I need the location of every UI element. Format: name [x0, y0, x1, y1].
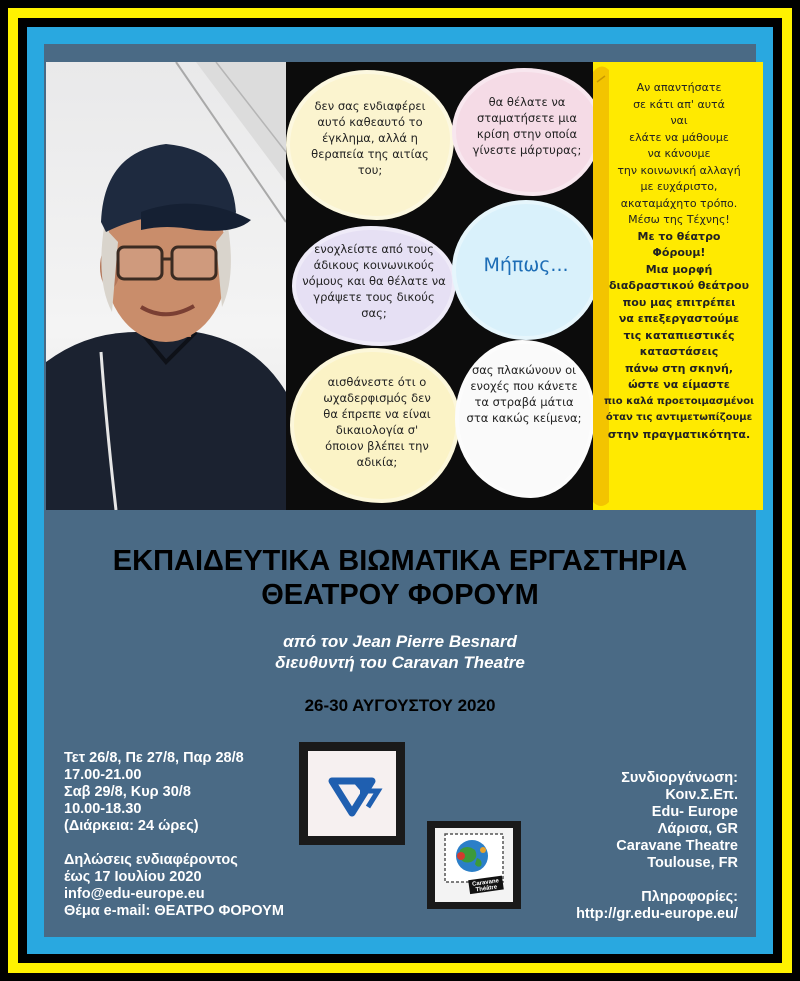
- schedule-line: Τετ 26/8, Πε 27/8, Παρ 28/8: [64, 750, 244, 766]
- schedule-line: Δηλώσεις ενδιαφέροντος: [64, 852, 238, 868]
- scroll-line: καταστάσεις: [639, 345, 719, 358]
- schedule-line: 10.00-18.30: [64, 801, 142, 817]
- title-line-1: ΕΚΠΑΙΔΕΥΤΙΚΑ ΒΙΩΜΑΤΙΚΑ ΕΡΓΑΣΤΗΡΙΑ: [112, 545, 688, 577]
- subtitle-line-2: διευθυντή του Caravan Theatre: [275, 653, 525, 672]
- poster-title: [44, 544, 756, 612]
- organizers-line: Συνδιοργάνωση:: [621, 770, 738, 786]
- portrait-illustration: [46, 62, 286, 510]
- portrait-photo: [46, 62, 286, 510]
- cloud-question-1-text: δεν σας ενδιαφέρει αυτό καθεαυτό το έγκλημα, αλλά η θεραπεία της αιτίας του;: [311, 99, 429, 177]
- schedule-line: Θέμα e-mail: ΘΕΑΤΡΟ ΦΟΡΟΥΜ: [64, 903, 284, 919]
- organizers-block: [520, 770, 738, 923]
- organizers-line: Toulouse, FR: [647, 855, 738, 871]
- scroll-line: την κοινωνική αλλαγή: [617, 163, 741, 177]
- scroll-text: [600, 80, 758, 443]
- email-link[interactable]: info@edu-europe.eu: [64, 886, 205, 902]
- schedule-line: (Διάρκεια: 24 ώρες): [64, 818, 199, 834]
- scroll-line: όταν τις αντιμετωπίζουμε: [605, 412, 753, 423]
- scroll-line: Με το θέατρο: [637, 229, 721, 243]
- organizers-line: Caravane Theatre: [616, 838, 738, 854]
- scroll-line: πάνω στη σκηνή,: [624, 361, 734, 375]
- caravane-stamp-label: Caravane Théâtre: [471, 878, 500, 894]
- scroll-line: Μέσω της Τέχνης!: [628, 213, 730, 226]
- cloud-center-text: Μήπως...: [483, 254, 569, 276]
- scroll-line: να κάνουμε: [647, 147, 711, 160]
- info-label: Πληροφορίες:: [641, 889, 738, 905]
- scroll-line: ώστε να είμαστε: [628, 378, 730, 391]
- caravane-theatre-logo: [435, 828, 513, 902]
- subtitle-line-1: από τον Jean Pierre Besnard: [283, 632, 517, 651]
- scroll-line: διαδραστικού θεάτρου: [608, 279, 749, 292]
- scroll-line: στην πραγματικότητα.: [607, 427, 751, 441]
- scroll-line: που μας επιτρέπει: [622, 295, 736, 309]
- subtitle: [44, 631, 756, 673]
- spacer: [520, 872, 738, 889]
- schedule-line: Σαβ 29/8, Κυρ 30/8: [64, 784, 191, 800]
- title-line-2: ΘΕΑΤΡΟΥ ΦΟΡΟΥΜ: [261, 579, 539, 611]
- organizers-line: Κοιν.Σ.Επ.: [665, 787, 738, 803]
- scroll-line: ναι: [670, 114, 688, 127]
- scroll-line: σε κάτι απ' αυτά: [633, 97, 725, 111]
- caravane-theatre-logo-frame: [427, 821, 521, 909]
- spacer: [64, 835, 334, 852]
- edu-europe-logo-frame: [299, 742, 405, 845]
- scroll-line: Αν απαντήσατε: [636, 81, 722, 94]
- schedule-line: 17.00-21.00: [64, 767, 142, 783]
- cloud-question-2-text: θα θέλατε να σταματήσετε μια κρίση στην οποία γίνεστε μάρτυρας;: [472, 95, 582, 157]
- organizers-line: Λάρισα, GR: [657, 821, 738, 837]
- scroll-line: με ευχάριστο,: [640, 180, 718, 193]
- scroll-line: Μια μορφή: [645, 262, 713, 276]
- edu-europe-logo: [308, 751, 396, 836]
- scroll-line: τις καταπιεστικές: [623, 328, 735, 342]
- cloud-question-3-text: ενοχλείστε από τους άδικους κοινωνικούς νόμους και θα θέλατε να γράψετε τους δικούς σας;: [302, 242, 446, 320]
- edu-europe-logo-icon: [308, 751, 396, 836]
- scroll-line: ελάτε να μάθουμε: [629, 130, 729, 144]
- schedule-line: έως 17 Ιουλίου 2020: [64, 869, 202, 885]
- scroll-line: Φόρουμ!: [652, 246, 706, 259]
- cloud-question-6-text: σας πλακώνουν οι ενοχές που κάνετε τα στραβά μάτια στα κακώς κείμενα;: [466, 363, 582, 425]
- website-link[interactable]: http://gr.edu-europe.eu/: [576, 906, 738, 922]
- scroll-line: ακαταμάχητο τρόπο.: [620, 196, 738, 210]
- schedule-block: [64, 750, 334, 920]
- scroll-line: να επεξεργαστούμε: [618, 312, 740, 325]
- scroll-line: πιο καλά προετοιμασμένοι: [604, 395, 754, 407]
- event-date: 26-30 ΑΥΓΟΥΣΤΟΥ 2020: [304, 696, 496, 715]
- cloud-question-5-text: αισθάνεστε ότι ο ωχαδερφισμός δεν θα έπρεπε να είναι δικαιολογία σ' όποιον βλέπει την αδικία;: [323, 375, 431, 469]
- organizers-line: Edu- Europe: [651, 804, 738, 820]
